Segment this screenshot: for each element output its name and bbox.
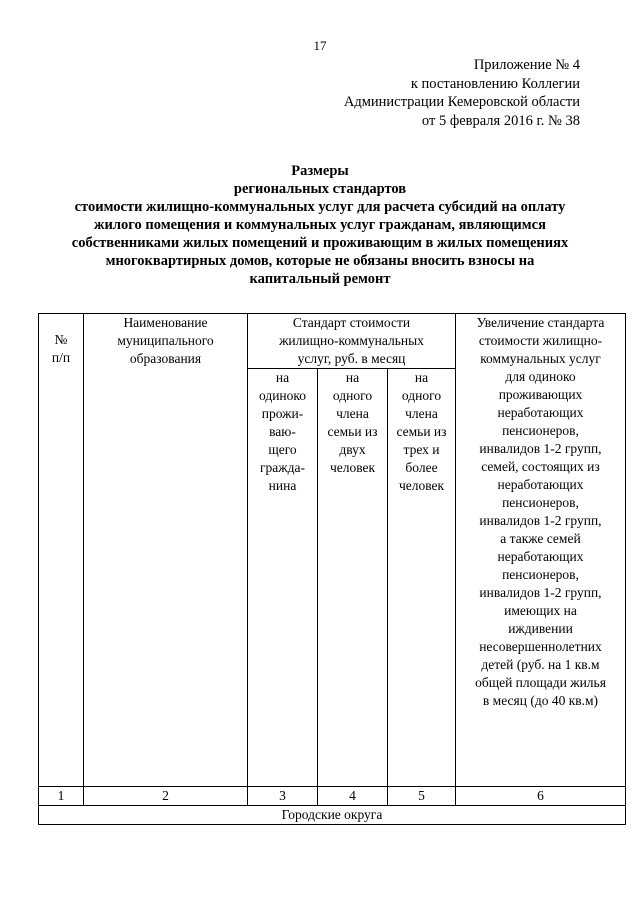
cell-line: человек xyxy=(329,460,376,475)
cell-line: одного xyxy=(332,388,373,403)
cell-line: коммунальных услуг xyxy=(480,351,601,366)
cell-line: услуг, руб. в месяц xyxy=(297,351,406,366)
cell-line: а также семей xyxy=(500,531,581,546)
section-title-cell: Городские округа xyxy=(39,806,626,825)
table-header-row xyxy=(39,314,626,369)
cell-line: образования xyxy=(129,351,202,366)
cell-line: семей, состоящих из xyxy=(481,459,600,474)
title-line: стоимости жилищно-коммунальных услуг для расчета субсидий на оплату xyxy=(74,199,566,215)
cell-line: п/п xyxy=(51,350,71,365)
column-number-cell: 4 xyxy=(318,787,388,806)
cell-line: гражда- xyxy=(260,460,305,475)
header-single-citizen-cell xyxy=(248,369,318,787)
cell-line: более xyxy=(405,460,438,475)
cell-line: в месяц (до 40 кв.м) xyxy=(482,693,599,708)
cell-line: щего xyxy=(268,442,297,457)
column-number-cell: 2 xyxy=(84,787,248,806)
header-number-cell xyxy=(39,314,84,787)
cell-line: семьи из xyxy=(327,424,378,439)
cell-line: пенсионеров, xyxy=(502,495,579,510)
cell-line: трех и xyxy=(403,442,440,457)
title-line: капитальный ремонт xyxy=(249,271,391,287)
cell-line: № xyxy=(54,332,68,347)
cell-line: ваю- xyxy=(269,424,296,439)
cell-line: Стандарт стоимости xyxy=(292,315,411,330)
cell-line: инвалидов 1-2 групп, xyxy=(479,585,602,600)
title-line: многоквартирных домов, которые не обязаны вносить взносы на xyxy=(105,253,535,269)
cell-line: Увеличение стандарта xyxy=(476,315,605,330)
appendix-line: Приложение № 4 xyxy=(473,57,580,73)
cell-line: иждивении xyxy=(508,621,573,636)
cell-line: жилищно-коммунальных xyxy=(279,333,424,348)
appendix-line: Администрации Кемеровской области xyxy=(343,94,580,110)
title-line: Размеры xyxy=(291,163,349,179)
column-number-cell: 3 xyxy=(248,787,318,806)
cell-line: нина xyxy=(268,478,297,493)
table-section-row xyxy=(39,806,626,825)
cell-line: двух xyxy=(339,442,366,457)
table-number-row xyxy=(39,787,626,806)
cell-line: муниципального xyxy=(117,333,214,348)
cell-line: на xyxy=(414,370,429,385)
title-line: собственниками жилых помещений и проживающим в жилых помещениях xyxy=(71,235,569,251)
appendix-header xyxy=(344,56,580,130)
header-family-three-cell xyxy=(388,369,456,787)
cell-line: члена xyxy=(336,406,369,421)
column-number-cell: 5 xyxy=(388,787,456,806)
cell-line: одиноко xyxy=(258,388,307,403)
cell-line: для одиноко xyxy=(505,369,576,384)
cell-line: человек xyxy=(398,478,445,493)
cell-line: члена xyxy=(405,406,438,421)
column-number-cell: 1 xyxy=(39,787,84,806)
header-municipality-cell xyxy=(84,314,248,787)
appendix-line: от 5 февраля 2016 г. № 38 xyxy=(421,112,580,129)
header-standard-group-cell xyxy=(248,314,456,369)
cell-line: на xyxy=(345,370,360,385)
header-increase-cell xyxy=(456,314,626,787)
cell-line: детей (руб. на 1 кв.м xyxy=(481,657,600,672)
cell-line: имеющих на xyxy=(504,603,577,618)
cell-line: несовершеннолетних xyxy=(479,639,602,654)
document-title xyxy=(40,162,600,288)
cell-line: Наименование xyxy=(123,315,208,330)
standards-table xyxy=(38,313,626,825)
appendix-line: к постановлению Коллегии xyxy=(410,75,580,92)
cell-line: неработающих xyxy=(497,477,584,492)
cell-line: инвалидов 1-2 групп, xyxy=(479,513,602,528)
cell-line: семьи из xyxy=(396,424,447,439)
cell-line: общей площади жилья xyxy=(475,675,606,690)
cell-line: неработающих xyxy=(497,405,584,420)
cell-line: пенсионеров, xyxy=(502,567,579,582)
cell-line: стоимости жилищно- xyxy=(478,333,603,348)
cell-line: одного xyxy=(401,388,442,403)
title-line: жилого помещения и коммунальных услуг гражданам, являющимся xyxy=(94,217,546,233)
cell-line: проживающих xyxy=(498,387,583,402)
cell-line: инвалидов 1-2 групп, xyxy=(479,441,602,456)
header-family-two-cell xyxy=(318,369,388,787)
cell-line: неработающих xyxy=(497,549,584,564)
column-number-cell: 6 xyxy=(456,787,626,806)
cell-line: прожи- xyxy=(261,406,304,421)
page-number: 17 xyxy=(313,38,327,53)
cell-line: на xyxy=(275,370,290,385)
cell-line: пенсионеров, xyxy=(502,423,579,438)
title-line: региональных стандартов xyxy=(233,181,407,197)
